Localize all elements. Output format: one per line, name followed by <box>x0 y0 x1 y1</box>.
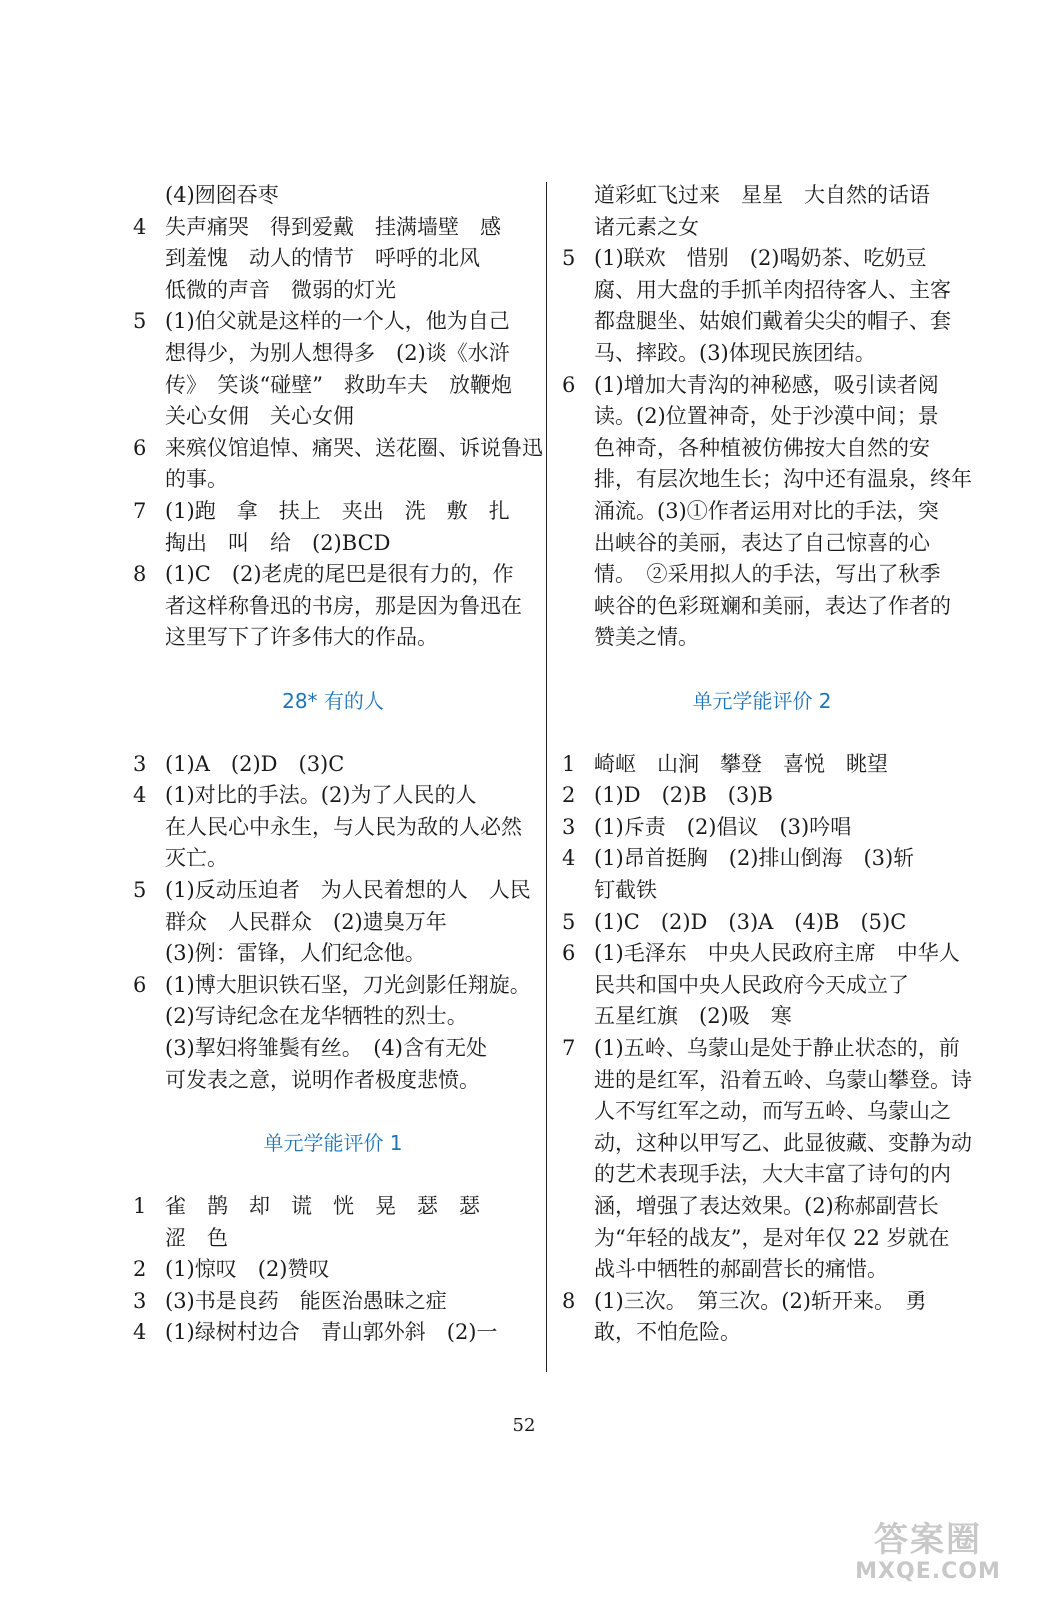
question-number: 8 <box>562 1288 576 1313</box>
answer-item <box>133 1286 533 1318</box>
answer-line: 到羞愧 动人的情节 呼呼的北风 <box>165 246 480 271</box>
question-number: 3 <box>562 814 576 839</box>
spacer <box>562 717 962 749</box>
answer-line: (1)反动压迫者 为人民着想的人 人民 <box>165 878 531 903</box>
answer-item <box>562 938 962 1033</box>
question-number: 3 <box>133 751 147 776</box>
answer-line: (1)斥责 (2)倡议 (3)吟唱 <box>594 814 852 839</box>
answer-line: 马、摔跤。(3)体现民族团结。 <box>594 340 876 365</box>
answer-line: 在人民心中永生，与人民为敌的人必然 <box>165 814 522 839</box>
answer-line: 涩 色 <box>165 1225 228 1250</box>
question-number: 5 <box>562 909 576 934</box>
answer-item <box>562 1286 962 1349</box>
answer-line: 的艺术表现手法，大大丰富了诗句的内 <box>594 1162 951 1187</box>
question-number: 4 <box>133 214 147 239</box>
answer-line: 传》 笑谈“碰壁” 救助车夫 放鞭炮 <box>165 372 512 397</box>
column-divider <box>546 182 547 1372</box>
answer-line: 腐、用大盘的手抓羊肉招待客人、主客 <box>594 277 951 302</box>
answer-text <box>594 812 962 844</box>
answer-item <box>562 812 962 844</box>
answer-text <box>165 749 533 781</box>
answer-text <box>165 306 533 432</box>
question-number: 5 <box>562 246 576 271</box>
answer-line: 排，有层次地生长；沟中还有温泉，终年 <box>594 467 972 492</box>
question-number: 7 <box>133 498 147 523</box>
watermark-logo <box>838 1520 1018 1590</box>
answer-line: 这里写下了许多伟大的作品。 <box>165 625 438 650</box>
answer-text <box>165 780 533 875</box>
answer-line: (3)例：雷锋，人们纪念他。 <box>165 941 426 966</box>
answer-line: (1)惊叹 (2)赞叹 <box>165 1257 330 1282</box>
answer-text <box>594 749 962 781</box>
answer-item <box>133 496 533 559</box>
answer-line: 掏出 叫 给 (2)BCD <box>165 530 391 555</box>
answer-item <box>562 180 962 243</box>
answer-line: 涵，增强了表达效果。(2)称郝副营长 <box>594 1194 939 1218</box>
question-number: 4 <box>133 783 147 808</box>
answer-text <box>165 1317 533 1349</box>
answer-line: (1)联欢 惜别 (2)喝奶茶、吃奶豆 <box>594 246 927 271</box>
answer-text <box>165 433 543 496</box>
answer-line: 情。 ②采用拟人的手法，写出了秋季 <box>594 562 941 587</box>
answer-line: 敢，不怕危险。 <box>594 1320 741 1345</box>
answer-item <box>562 243 962 369</box>
answer-line: 人不写红军之动，而写五岭、乌蒙山之 <box>594 1099 951 1124</box>
answer-line: 色神奇，各种植被仿佛按大自然的安 <box>594 435 930 460</box>
spacer <box>562 654 962 686</box>
question-number <box>562 180 594 243</box>
answer-line: (3)书是良药 能医治愚昧之症 <box>165 1288 447 1313</box>
left-column <box>133 180 543 1349</box>
answer-text <box>165 212 533 307</box>
answer-text <box>594 1286 962 1349</box>
answer-line: (1)A (2)D (3)C <box>165 751 345 776</box>
answer-line: 道彩虹飞过来 星星 大自然的话语 <box>594 183 930 207</box>
page-number: 52 <box>512 1415 536 1436</box>
answer-line: 赞美之情。 <box>594 625 699 650</box>
answer-line: 来殡仪馆追悼、痛哭、送花圈、诉说鲁迅 <box>165 435 543 460</box>
answer-item <box>133 180 533 212</box>
question-number <box>133 180 165 212</box>
spacer <box>133 1096 533 1128</box>
answer-text <box>165 559 533 654</box>
answer-line: (1)绿树村边合 青山郭外斜 (2)一 <box>165 1320 498 1345</box>
answer-line: 崎岖 山涧 攀登 喜悦 眺望 <box>594 751 888 776</box>
question-number: 6 <box>562 372 576 397</box>
question-number: 6 <box>133 972 147 997</box>
question-number: 1 <box>133 1194 147 1218</box>
answer-line: 诸元素之女 <box>594 214 699 239</box>
answer-item <box>133 749 533 781</box>
watermark-bottom: MXQE.COM <box>855 1559 1001 1584</box>
answer-line: 可发表之意，说明作者极度悲愤。 <box>165 1067 480 1092</box>
answer-item <box>133 1317 533 1349</box>
section-title: 28* 有的人 <box>282 688 384 713</box>
section-title: 单元学能评价 1 <box>263 1130 403 1155</box>
question-number: 5 <box>133 309 147 334</box>
answer-line: 出峡谷的美丽，表达了自己惊喜的心 <box>594 530 930 555</box>
answer-item <box>133 970 533 1096</box>
answer-line: (4)囫囵吞枣 <box>165 183 279 207</box>
answer-line: (1)五岭、乌蒙山是处于静止状态的，前 <box>594 1036 960 1061</box>
answer-item <box>562 1033 972 1286</box>
answer-line: 失声痛哭 得到爱戴 挂满墙壁 感 <box>165 214 501 239</box>
answer-line: 动，这种以甲写乙、此显彼藏、变静为动 <box>594 1130 972 1155</box>
answer-item <box>133 212 533 307</box>
answer-line: 峡谷的色彩斑斓和美丽，表达了作者的 <box>594 593 951 618</box>
answer-item <box>133 1191 533 1254</box>
answer-line: 战斗中牺牲的郝副营长的痛惜。 <box>594 1257 888 1282</box>
answer-line: (1)对比的手法。(2)为了人民的人 <box>165 783 477 808</box>
answer-line: 读。(2)位置神奇，处于沙漠中间；景 <box>594 404 939 429</box>
answer-line: (1)跑 拿 扶上 夹出 洗 敷 扎 <box>165 498 510 523</box>
answer-line: 者这样称鲁迅的书房，那是因为鲁迅在 <box>165 593 522 618</box>
question-number: 6 <box>133 435 147 460</box>
question-number: 6 <box>562 941 576 966</box>
answer-line: 为“年轻的战友”，是对年仅 22 岁就在 <box>594 1225 950 1250</box>
question-number: 7 <box>562 1036 576 1061</box>
answer-line: (1)D (2)B (3)B <box>594 783 773 808</box>
answer-text <box>594 907 962 939</box>
answer-item <box>562 780 962 812</box>
answer-line: 都盘腿坐、姑娘们戴着尖尖的帽子、套 <box>594 309 951 334</box>
question-number: 3 <box>133 1288 147 1313</box>
answer-line: 民共和国中央人民政府今天成立了 <box>594 972 909 997</box>
answer-text <box>165 1191 533 1254</box>
answer-line: (3)挈妇将雏鬓有丝。 (4)含有无处 <box>165 1036 487 1061</box>
answer-text <box>165 180 533 212</box>
answer-item <box>562 370 972 654</box>
answer-item <box>562 749 962 781</box>
question-number: 1 <box>562 751 576 776</box>
right-column <box>562 180 972 1349</box>
answer-line: (2)写诗纪念在龙华牺牲的烈士。 <box>165 1004 468 1029</box>
question-number: 8 <box>133 562 147 587</box>
answer-line: 群众 人民群众 (2)遗臭万年 <box>165 909 447 934</box>
question-number: 2 <box>133 1257 147 1282</box>
answer-text <box>594 243 962 369</box>
spacer <box>133 1159 533 1191</box>
answer-item <box>562 907 962 939</box>
answer-line: (1)昂首挺胸 (2)排山倒海 (3)斩 <box>594 846 915 871</box>
answer-item <box>133 559 533 654</box>
answer-line: 想得少，为别人想得多 (2)谈《水浒 <box>165 340 510 365</box>
question-number: 4 <box>133 1320 147 1345</box>
answer-line: 低微的声音 微弱的灯光 <box>165 277 396 302</box>
answer-text <box>165 1254 533 1286</box>
answer-text <box>165 875 533 970</box>
watermark-top: 答案圈 <box>874 1520 982 1560</box>
answer-line: (1)增加大青沟的神秘感，吸引读者阅 <box>594 372 939 397</box>
answer-line: 灭亡。 <box>165 846 228 871</box>
answer-item <box>133 875 533 970</box>
answer-line: (1)三次。 第三次。(2)斩开来。 勇 <box>594 1288 927 1313</box>
answer-line: 涌流。(3)①作者运用对比的手法，突 <box>594 498 939 523</box>
answer-text <box>594 370 972 654</box>
answer-line: (1)伯父就是这样的一个人，他为自己 <box>165 309 510 334</box>
answer-text <box>165 496 533 559</box>
answer-text <box>165 1286 533 1318</box>
answer-text <box>594 843 962 906</box>
answer-item <box>133 433 543 496</box>
answer-line: 钉截铁 <box>594 878 657 903</box>
answer-line: (1)C (2)老虎的尾巴是很有力的，作 <box>165 562 514 587</box>
answer-line: 雀 鹊 却 谎 恍 晃 瑟 瑟 <box>165 1194 480 1218</box>
spacer <box>133 717 533 749</box>
answer-line: 关心女佣 关心女佣 <box>165 404 354 429</box>
answer-item <box>133 780 533 875</box>
answer-text <box>594 938 962 1033</box>
answer-item <box>133 1254 533 1286</box>
answer-line: 五星红旗 (2)吸 寒 <box>594 1004 792 1029</box>
answer-item <box>133 306 533 432</box>
answer-text <box>594 1033 972 1286</box>
answer-line: (1)毛泽东 中央人民政府主席 中华人 <box>594 941 960 966</box>
answer-text <box>165 970 533 1096</box>
answer-line: 进的是红军，沿着五岭、乌蒙山攀登。诗 <box>594 1067 972 1092</box>
question-number: 2 <box>562 783 576 808</box>
spacer <box>133 654 533 686</box>
answer-text <box>594 780 962 812</box>
answer-line: (1)博大胆识铁石坚，刀光剑影任翔旋。 <box>165 972 531 997</box>
answer-item <box>562 843 962 906</box>
answer-line: 的事。 <box>165 467 228 492</box>
question-number: 5 <box>133 878 147 903</box>
answer-line: (1)C (2)D (3)A (4)B (5)C <box>594 909 907 934</box>
question-number: 4 <box>562 846 576 871</box>
section-title: 单元学能评价 2 <box>692 688 832 713</box>
answer-text <box>594 180 962 243</box>
